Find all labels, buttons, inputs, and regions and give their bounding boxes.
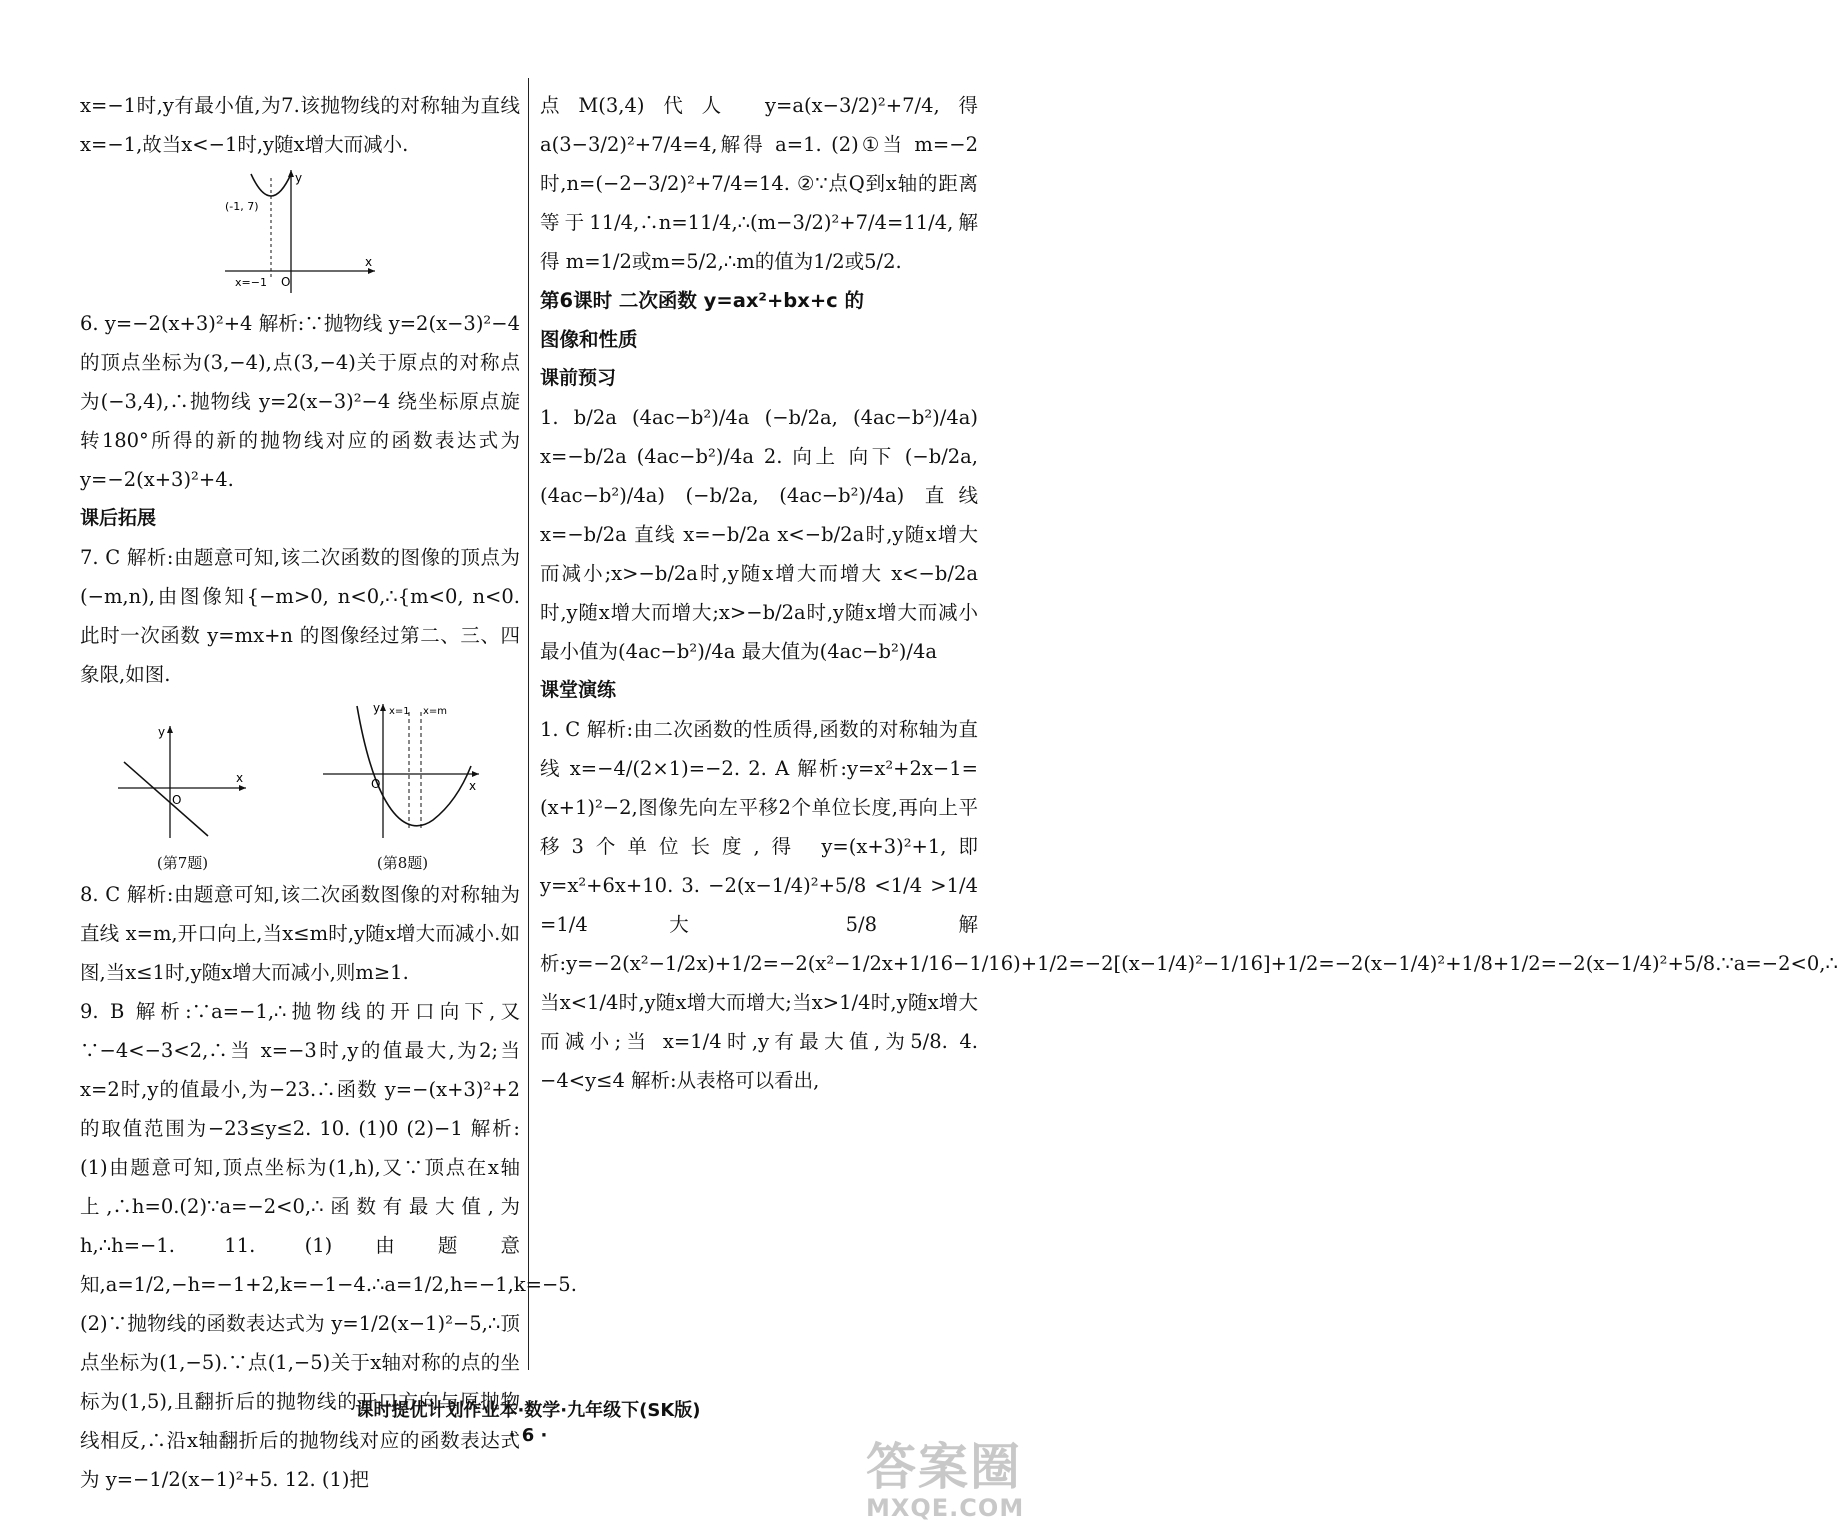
fig7-y-label: y <box>157 725 165 739</box>
answer-12-continued: 点M(3,4)代人 y=a(x−3/2)²+7/4,得a(3−3/2)²+7/4=4,解得 a=1. (2)①当 m=−2时,n=(−2−3/2)²+7/4=14. ②∵点Q到x轴的距离等于11/4,∴n=11/4,∴(m−3/2)²+7/4=11/4,解得 m=1/2或m=5/2,∴m的值为1/2或5/2. <box>540 94 978 273</box>
fig8-line2-label: x=m <box>422 706 447 717</box>
lesson-subtitle: 图像和性质 <box>540 328 638 351</box>
fig1-y-label: y <box>295 171 303 185</box>
answer-5-continued: x=−1时,y有最小值,为7.该抛物线的对称轴为直线 x=−1,故当x<−1时,y随x增大而减小. <box>80 94 520 156</box>
right-column <box>540 86 1838 1100</box>
section-heading-extension: 课后拓展 <box>80 507 157 529</box>
answer-7: 7. C 解析:由题意可知,该二次函数的图像的顶点为(−m,n),由图像知{−m>0, n<0,∴{m<0, n<0.此时一次函数 y=mx+n 的图像经过第二、三、四象限,如图. <box>80 546 520 686</box>
column-divider <box>528 78 529 1370</box>
figure-8-caption: (第8题) <box>376 854 429 872</box>
answer-11-12: (2)∵抛物线的函数表达式为 y=1/2(x−1)²−5,∴顶点坐标为(1,−5).∵点(1,−5)关于x轴对称的点的坐标为(1,5),且翻折后的抛物线的开口方向与原抛物线相反,∴沿x轴翻折后的抛物线对应的函数表达式为 y=−1/2(x−1)²+5. 12. (1)把 <box>80 1312 520 1491</box>
watermark-text: 答案圈 <box>866 1438 1022 1496</box>
figure-8 <box>323 700 483 873</box>
fig8-origin: O <box>370 777 380 791</box>
fig7-origin: O <box>171 793 181 807</box>
fig8-line1-label: x=1 <box>388 706 410 717</box>
figure-8-graph <box>323 700 483 840</box>
figure-7 <box>118 720 248 873</box>
watermark-logo <box>866 1440 1030 1526</box>
figure-7-graph <box>118 720 248 840</box>
section-heading-practice: 课堂演练 <box>540 679 617 701</box>
practice-answers: 1. C 解析:由二次函数的性质得,函数的对称轴为直线 x=−4/(2×1)=−2. 2. A 解析:y=x²+2x−1=(x+1)²−2,图像先向左平移2个单位长度,再向上平移3个单位长度,得 y=(x+3)²+1,即 y=x²+6x+10. 3. −2(x−1/4)²+5/8 <1/4 >1/4 =1/4 大 5/8 解析:y=−2(x²−1/2x)+1/2=−2(x²−1/2x+1/16−1/16)+1/2=−2[(x−1/4)²−1/16]+1/2=−2(x−1/4)²+1/8+1/2=−2(x−1/4)²+5/8.∵a=−2<0,∴当x<1/4时,y随x增大而增大;当x>1/4时,y随x增大而减小;当 x=1/4时,y有最大值,为5/8. 4. −4<y≤4 解析:从表格可以看出, <box>540 718 1838 1092</box>
fig1-axis-label: x=−1 <box>235 276 267 289</box>
fig7-x-label: x <box>235 771 243 785</box>
figure-row <box>80 700 520 873</box>
page-number: · 6 · <box>508 1425 548 1446</box>
fig1-origin: O <box>281 275 291 289</box>
answer-8: 8. C 解析:由题意可知,该二次函数图像的对称轴为直线 x=m,开口向上,当x≤m时,y随x增大而减小.如图,当x≤1时,y随x增大而减小,则m≥1. <box>80 883 520 984</box>
watermark-site: MXQE.COM <box>866 1494 1025 1522</box>
section-heading-preview: 课前预习 <box>540 367 617 389</box>
fig1-x-label: x <box>365 255 373 269</box>
preview-answers: 1. b/2a (4ac−b²)/4a (−b/2a, (4ac−b²)/4a) x=−b/2a (4ac−b²)/4a 2. 向上 向下 (−b/2a, (4ac−b²)/4a) (−b/2a, (4ac−b²)/4a) 直线 x=−b/2a 直线 x=−b/2a x<−b/2a时,y随x增大而减小;x>−b/2a时,y随x增大而增大 x<−b/2a时,y随x增大而增大;x>−b/2a时,y随x增大而减小 最小值为(4ac−b²)/4a 最大值为(4ac−b²)/4a <box>540 406 978 663</box>
figure-7-caption: (第7题) <box>156 854 209 872</box>
answer-6: 6. y=−2(x+3)²+4 解析:∵抛物线 y=2(x−3)²−4 的顶点坐标为(3,−4),点(3,−4)关于原点的对称点为(−3,4),∴抛物线 y=2(x−3)²−4 绕坐标原点旋转180°所得的新的抛物线对应的函数表达式为 y=−2(x+3)²+4. <box>80 312 520 491</box>
figure-parabola-vertex <box>225 168 375 300</box>
fig1-vertex-label: (-1, 7) <box>225 200 259 213</box>
fig8-x-label: x <box>468 779 476 793</box>
footer-book-title: 课时提优计划作业本·数学·九年级下(SK版) <box>355 1400 701 1421</box>
fig8-y-label: y <box>372 701 380 715</box>
answer-9-11: 9. B 解析:∵a=−1,∴抛物线的开口向下,又∵−4<−3<2,∴当 x=−3时,y的值最大,为2;当x=2时,y的值最小,为−23.∴函数 y=−(x+3)²+2 的取值范围为−23≤y≤2. 10. (1)0 (2)−1 解析:(1)由题意可知,顶点坐标为(1,h),又∵顶点在x轴上,∴h=0.(2)∵a=−2<0,∴函数有最大值,为h,∴h=−1. 11. (1)由题意知,a=1/2,−h=−1+2,k=−1−4.∴a=1/2,h=−1,k=−5. <box>80 1000 577 1296</box>
lesson-title: 第6课时 二次函数 y=ax²+bx+c 的 <box>540 289 865 312</box>
